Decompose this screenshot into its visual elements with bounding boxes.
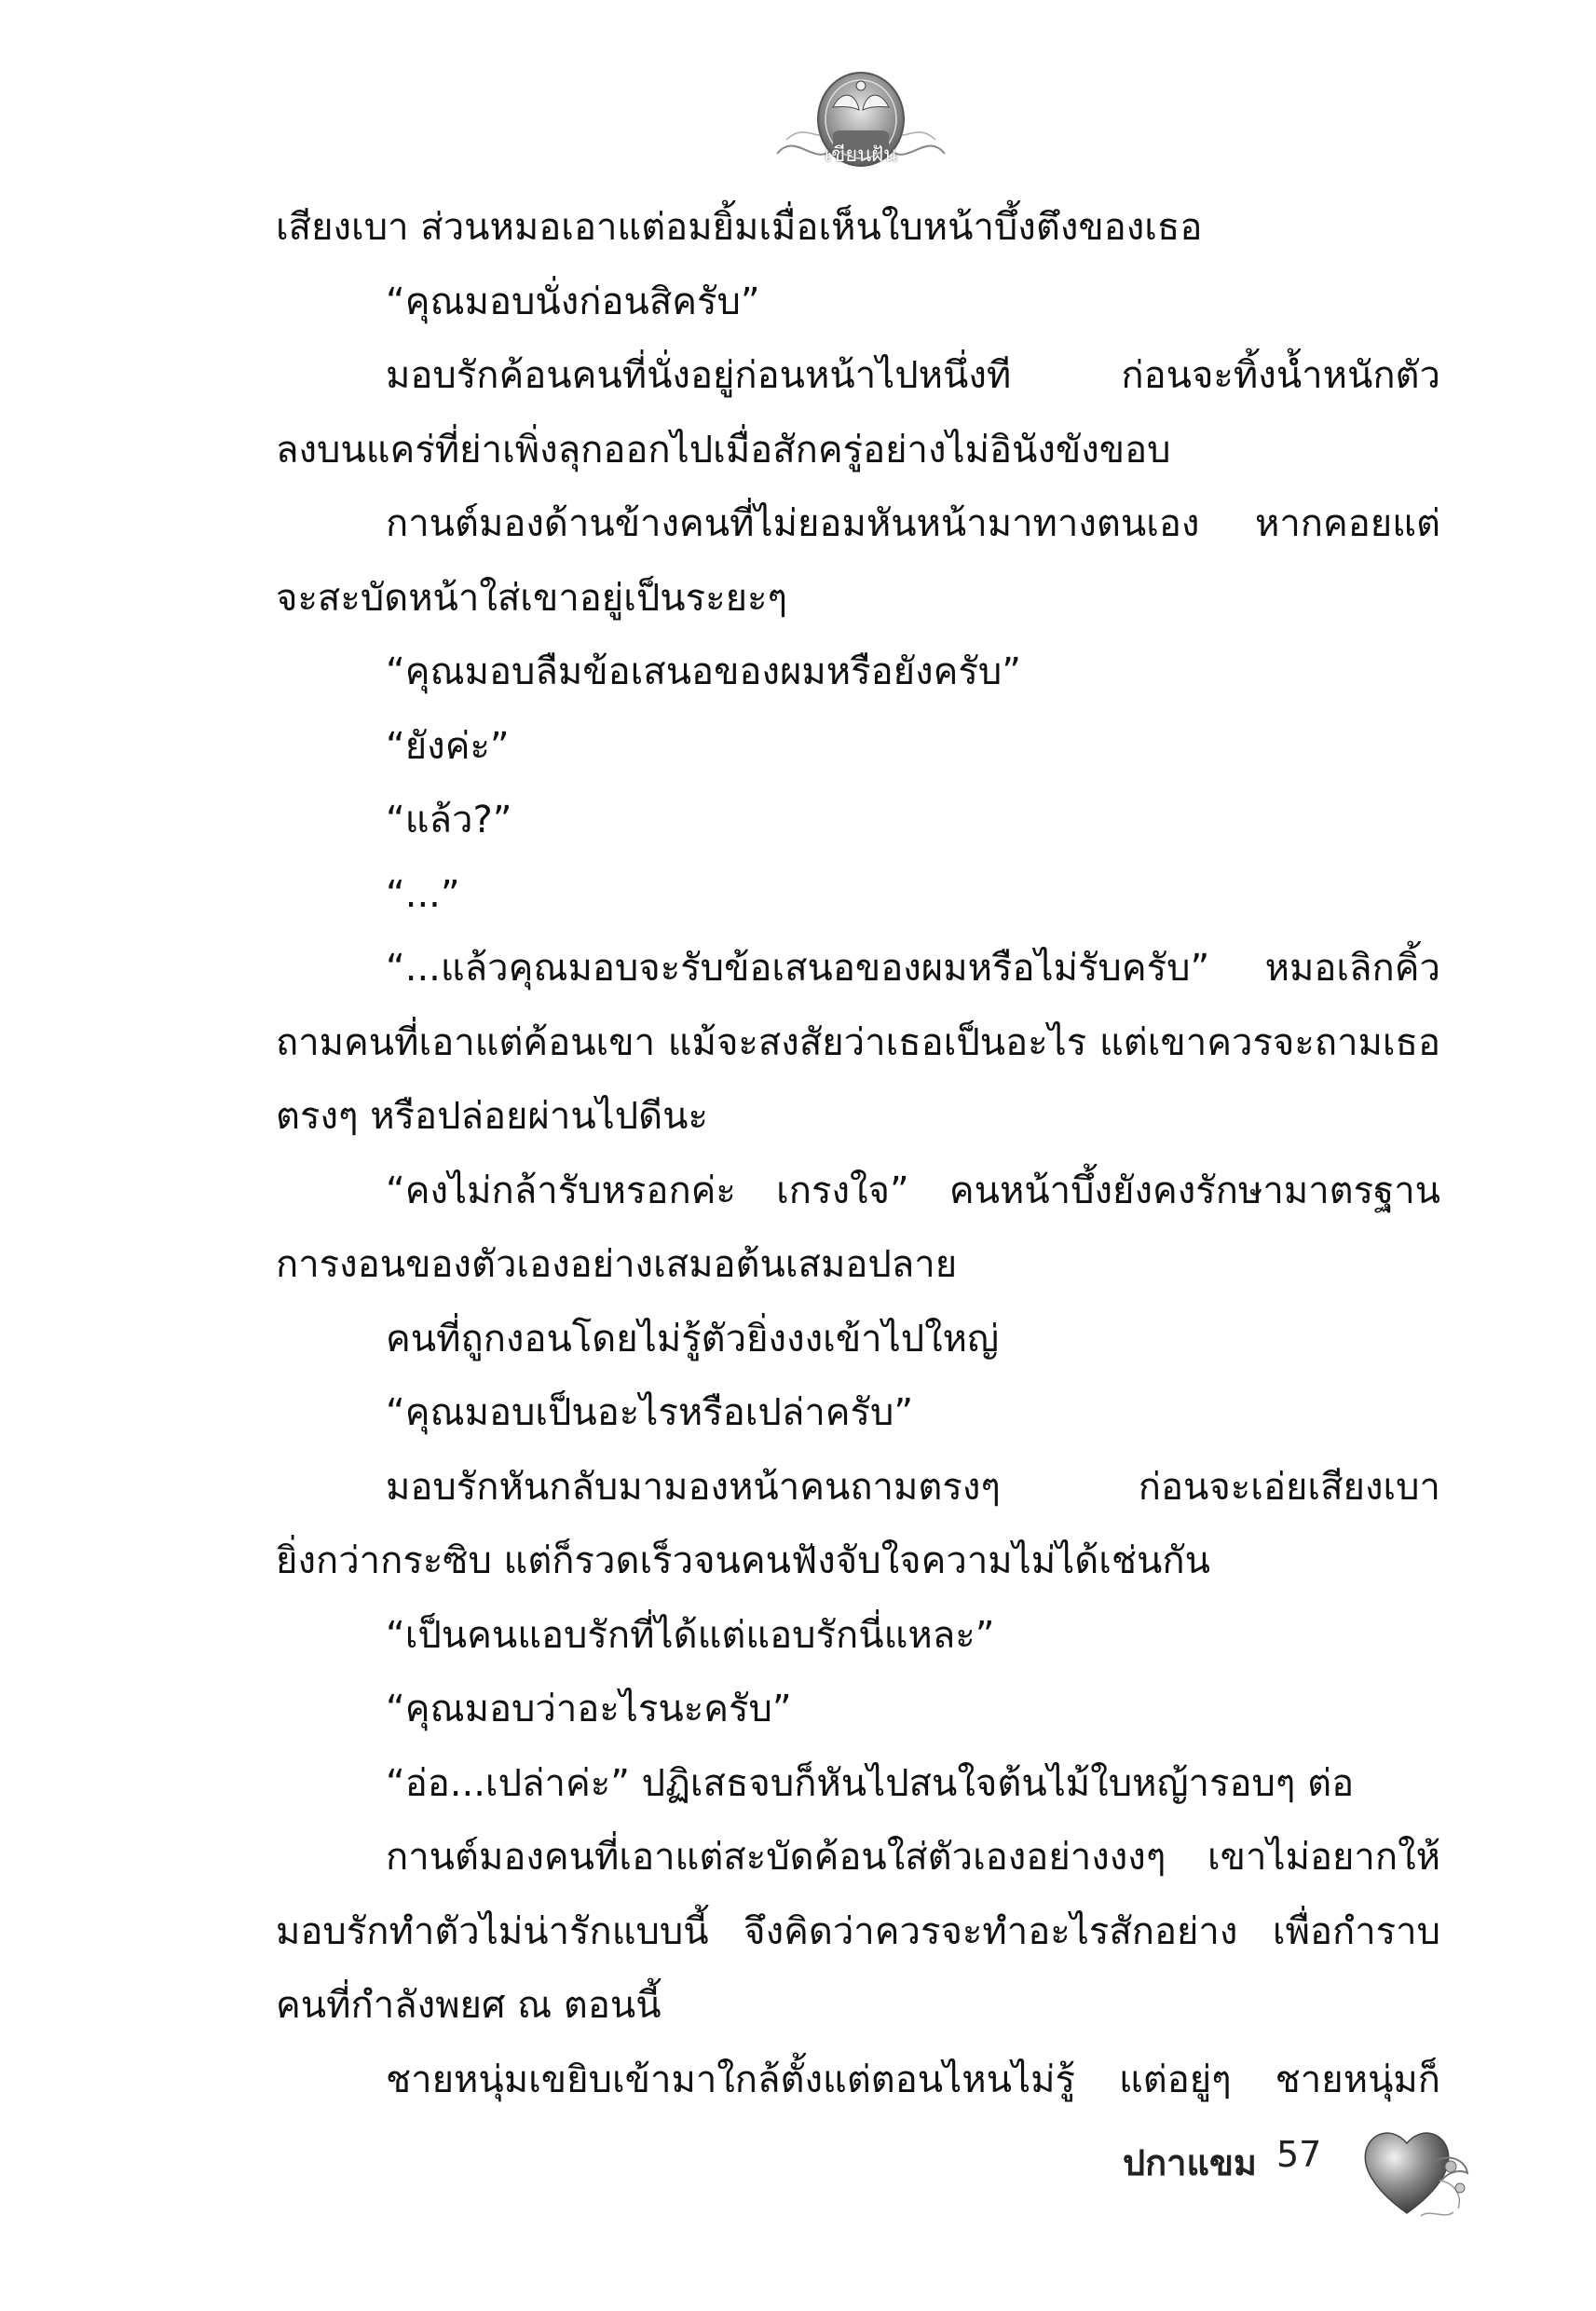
emblem-caption: เขียนฝัน (824, 144, 898, 167)
heart-ornament-icon (1356, 2115, 1477, 2227)
text-line: มอบรักทำตัวไม่น่ารักแบบนี้ จึงคิดว่าควรจะทำอะไรสักอย่าง เพื่อกำราบ (276, 1909, 1440, 1953)
text-line: ยิ่งกว่ากระซิบ แต่ก็รวดเร็วจนคนฟังจับใจความไม่ได้เช่นกัน (276, 1539, 1210, 1582)
text-line: การงอนของตัวเองอย่างเสมอต้นเสมอปลาย (276, 1243, 958, 1286)
text-line: “คุณมอบว่าอะไรนะครับ” (386, 1688, 792, 1730)
page-number: 57 (1276, 2134, 1322, 2175)
text-line: “คุณมอบลืมข้อเสนอของผมหรือยังครับ” (386, 650, 1021, 693)
text-line: “คุณมอบเป็นอะไรหรือเปล่าครับ” (386, 1391, 914, 1434)
text-line: เสียงเบา ส่วนหมอเอาแต่อมยิ้มเมื่อเห็นใบหน้าบึ้งตึงของเธอ (276, 206, 1203, 249)
text-line: ถามคนที่เอาแต่ค้อนเขา แม้จะสงสัยว่าเธอเป็นอะไร แต่เขาควรจะถามเธอ (276, 1020, 1440, 1064)
page-footer (1095, 2115, 1486, 2227)
heart-ornament-graphic (1356, 2115, 1477, 2227)
text-line: มอบรักค้อนคนที่นั่งอยู่ก่อนหน้าไปหนึ่งที ก่อนจะทิ้งน้ำหนักตัว (386, 354, 1440, 397)
text-line: “คุณมอบนั่งก่อนสิครับ” (386, 280, 760, 323)
text-line: ลงบนแคร่ที่ย่าเพิ่งลุกออกไปเมื่อสักครู่อย่างไม่อินังขังขอบ (276, 428, 1171, 472)
text-line: “ยังค่ะ” (386, 724, 510, 768)
text-line: ตรงๆ หรือปล่อยผ่านไปดีนะ (276, 1095, 708, 1138)
text-line: “เป็นคนแอบรักที่ได้แต่แอบรักนี่แหละ” (386, 1613, 995, 1657)
text-line: ชายหนุ่มเขยิบเข้ามาใกล้ตั้งแต่ตอนไหนไม่รู้ แต่อยู่ๆ ชายหนุ่มก็ (386, 2058, 1440, 2101)
book-title: ปกาแขม (1123, 2142, 1257, 2183)
text-line: “...” (386, 872, 460, 916)
text-line: “...แล้วคุณมอบจะรับข้อเสนอของผมหรือไม่รับครับ” หมอเลิกคิ้ว (386, 947, 1440, 990)
body-text (276, 191, 1440, 2117)
text-line: คนที่ถูกงอนโดยไม่รู้ตัวยิ่งงงเข้าไปใหญ่ (386, 1317, 1000, 1361)
text-line: กานต์มองด้านข้างคนที่ไม่ยอมหันหน้ามาทางตนเอง หากคอยแต่ (386, 502, 1440, 545)
text-line: “อ่อ...เปล่าค่ะ” ปฏิเสธจบก็หันไปสนใจต้นไม้ใบหญ้ารอบๆ ต่อ (386, 1761, 1355, 1805)
text-line: “คงไม่กล้ารับหรอกค่ะ เกรงใจ” คนหน้าบึ้งยังคงรักษามาตรฐาน (386, 1169, 1440, 1212)
text-line: กานต์มองคนที่เอาแต่สะบัดค้อนใส่ตัวเองอย่างงงๆ เขาไม่อยากให้ (386, 1836, 1440, 1879)
text-line: จะสะบัดหน้าใส่เขาอยู่เป็นระยะๆ (276, 576, 788, 620)
text-line: “แล้ว?” (386, 799, 512, 841)
text-line: คนที่กำลังพยศ ณ ตอนนี้ (276, 1984, 662, 2027)
text-line: มอบรักหันกลับมามองหน้าคนถามตรงๆ ก่อนจะเอ่ยเสียงเบา (386, 1465, 1440, 1509)
ornament-emblem-icon (768, 65, 954, 177)
